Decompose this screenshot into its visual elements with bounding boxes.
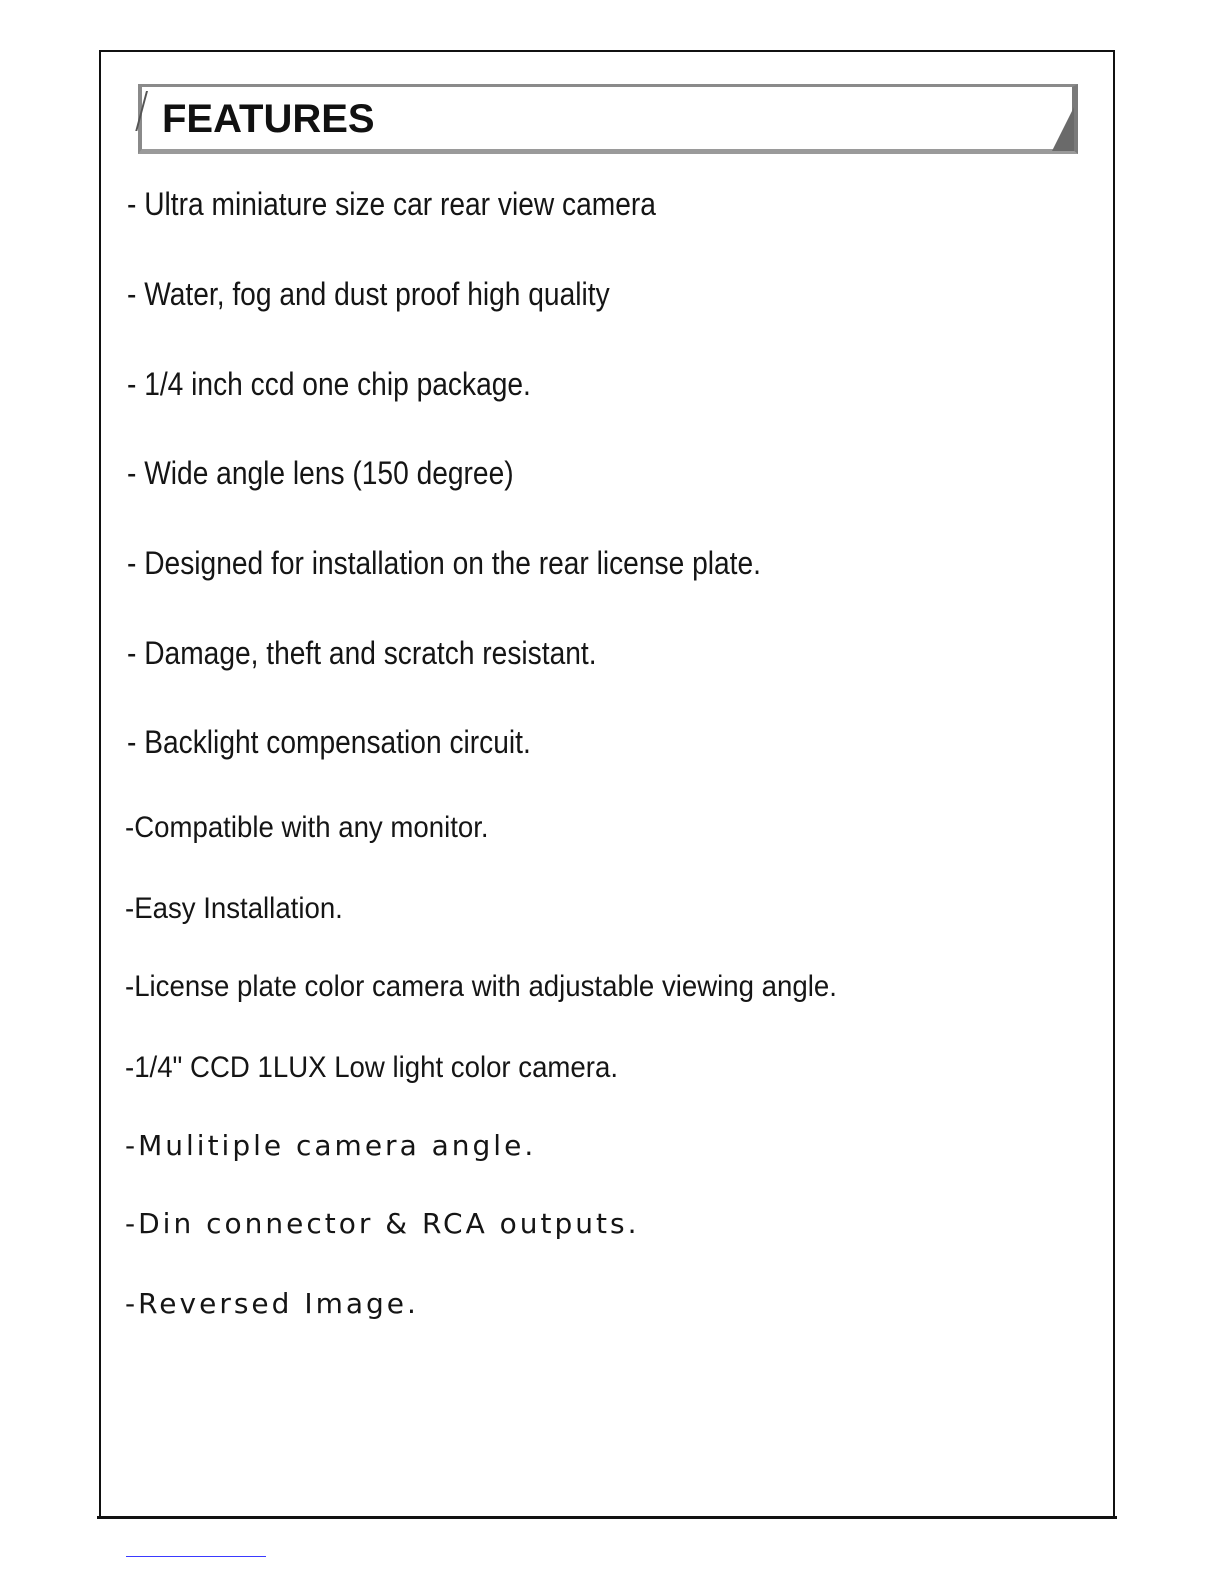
feature-item: - Backlight compensation circuit.: [127, 724, 531, 760]
feature-item: -Easy Installation.: [125, 892, 343, 925]
heading-decoration-corner: [1052, 107, 1074, 151]
feature-item: - Ultra miniature size car rear view camera: [127, 186, 656, 222]
page-title: FEATURES: [162, 97, 375, 141]
feature-item: - 1/4 inch ccd one chip package.: [127, 366, 531, 402]
feature-item: - Damage, theft and scratch resistant.: [127, 635, 597, 671]
feature-item: -Mulitiple camera angle.: [125, 1129, 537, 1162]
bottom-rule: [97, 1516, 1117, 1519]
footer-underline: [126, 1556, 266, 1557]
feature-item: -License plate color camera with adjustable viewing angle.: [125, 970, 837, 1003]
heading-decoration-left: [135, 91, 148, 131]
feature-item: -1/4" CCD 1LUX Low light color camera.: [125, 1051, 618, 1084]
feature-item: - Designed for installation on the rear license plate.: [127, 545, 761, 581]
feature-item: - Wide angle lens (150 degree): [127, 455, 514, 491]
feature-item: -Compatible with any monitor.: [125, 811, 489, 844]
feature-item: -Reversed Image.: [125, 1287, 419, 1320]
feature-item: -Din connector & RCA outputs.: [125, 1207, 640, 1240]
features-heading-box: [138, 84, 1078, 154]
feature-item: - Water, fog and dust proof high quality: [127, 276, 610, 312]
